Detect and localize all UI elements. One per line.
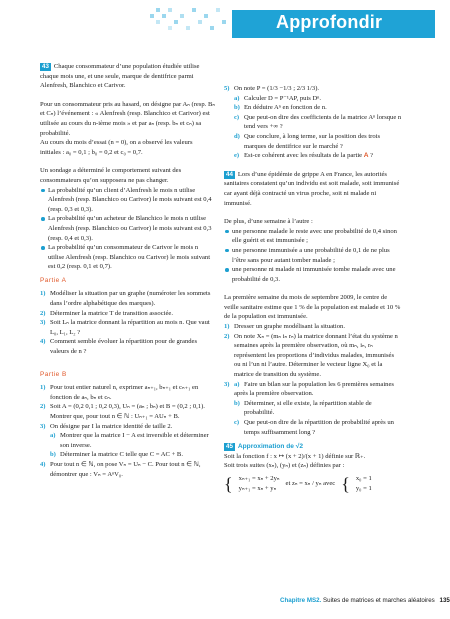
exercise-44-paragraph: La première semaine du mois de septembre 2009, le centre de veille sanitaire estime que 1 % de la population est malade et 10 % de la population est immunisée. bbox=[224, 294, 401, 321]
question-item: 2) Soit A = (0,2 0,1 ; 0,2 0,3), Uₙ = (aₙ ; bₙ) et B = (0,2 ; 0,1). Montrer que, pour tout n ∈ ℕ : Uₙ₊₁ = AUₙ + B. bbox=[40, 403, 205, 420]
sub-question: e) Est-ce cohérent avec les résultats de la partie A ? bbox=[234, 152, 374, 160]
question-item: 1) Dresser un graphe modélisant la situation. bbox=[224, 323, 345, 331]
recurrence-system: { xₙ₊₁ = xₙ + 2yₙ yₙ₊₁ = xₙ + yₙ et zₙ = xₙ / yₙ avec { x₀ = 1 y₀ = 1 bbox=[224, 473, 372, 494]
exercise-43-paragraph: Pour un consommateur pris au hasard, on désigne par Aₙ (resp. Bₙ et Cₙ) l’événement : « Alenfresh (resp. Blanchico et Carivor) est utilisée au cours du n-ième mois » et par aₙ (resp. bₙ et cₙ) sa probabilité. bbox=[40, 100, 216, 137]
exercise-44-intro: 44 Lors d’une épidémie de grippe A en France, les autorités sanitaires constatent qu’un individu est soit malade, soit immunisé car ayant déjà contracté un virus proche, soit ni malade ni immunisé. bbox=[224, 170, 400, 207]
exercise-45-line: Soit la fonction f : x ↦ (x + 2)/(x + 1) définie sur ℝ₊. bbox=[224, 452, 366, 460]
sub-question: a) Calculer D = P⁻¹AP, puis Dⁿ. bbox=[234, 94, 322, 102]
list-item: La probabilité qu’un acheteur de Blanchico le mois n utilise Alenfresh (resp. Blanchico ou Carivor) le mois suivant est 0,3 (resp. 0,4 et 0,3). bbox=[40, 214, 215, 243]
question-item: 2) Déterminer la matrice T de transition associée. bbox=[40, 309, 173, 317]
question-item: 4) Comment semble évoluer la répartition pour de grandes valeurs de n ? bbox=[40, 338, 198, 356]
page-banner bbox=[0, 0, 435, 44]
page-footer bbox=[280, 597, 450, 604]
list-item: une personne malade le reste avec une probabilité de 0,4 sinon elle guérit et est immunisée ; bbox=[224, 227, 402, 246]
left-column bbox=[40, 62, 215, 479]
list-item: une personne ni malade ni immunisée tombe malade avec une probabilité de 0,3. bbox=[224, 265, 402, 284]
question-item: 3) Soit Lₙ la matrice donnant la répartition au mois n. Que vaut L₀, L₁, L₂ ? bbox=[40, 319, 210, 336]
question-item: 1) Modéliser la situation par un graphe (numéroter les sommets dans l’ordre alphabétique des marques). bbox=[40, 290, 211, 308]
page-title: Approfondir bbox=[276, 12, 383, 32]
sub-question: b) Déterminer la matrice C telle que C = AC + B. bbox=[50, 451, 183, 459]
exercise-number-badge: 43 bbox=[42, 63, 49, 70]
part-b-heading: Partie B bbox=[40, 370, 67, 378]
exercise-45-heading: 45 Approximation de √2 bbox=[226, 443, 304, 451]
sub-question: a) Montrer que la matrice I − A est inversible et déterminer son inverse. bbox=[50, 432, 209, 449]
question-item: 5) On note P = (1/3 −1/3 ; 2/3 1/3). bbox=[224, 85, 320, 92]
sub-question: 3) a) Faire un bilan sur la population les 6 premières semaines après la première observation. bbox=[224, 380, 394, 398]
part-reference: A bbox=[363, 152, 369, 160]
page-number: 135 bbox=[439, 597, 450, 604]
list-item: La probabilité qu’un client d’Alenfresh le mois n utilise Alenfresh (resp. Blanchico ou Carivor) le mois suivant est 0,4 (resp. 0,3 et 0,3). bbox=[40, 186, 215, 215]
right-column bbox=[224, 84, 402, 493]
chapter-title: Suites de matrices et marches aléatoires bbox=[323, 597, 435, 604]
sub-question: d) Que conclure, à long terme, sur la position des trois marques de dentifrice sur le marché ? bbox=[234, 132, 381, 150]
chapter-label: Chapitre MS2. bbox=[280, 597, 322, 604]
exercise-45-line: Soit trois suites (xₙ), (yₙ) et (zₙ) définies par : bbox=[224, 462, 345, 470]
sub-question: c) Que peut-on dire de la répartition de probabilité après un temps suffisamment long ? bbox=[234, 419, 394, 436]
exercise-number-badge: 45 bbox=[226, 443, 233, 451]
part-a-heading: Partie A bbox=[40, 276, 67, 284]
exercise-43-paragraph: Au cours du mois d’essai (n = 0), on a observé les valeurs initiales : a₀ = 0,1 ; b₀ = 0,2 et c₀ = 0,7. bbox=[40, 139, 193, 156]
exercise-43-paragraph: Un sondage a déterminé le comportement suivant des consommateurs qu’on supposera ne pas changer. bbox=[40, 167, 182, 184]
question-item: 2) On note Xₙ = (mₙ iₙ rₙ) la matrice donnant l’état du système n semaines après la première observation, où mₙ, iₙ, rₙ représentent les proportions d’individus malades, immunisés ou ni l’un ni l’autre. Déterminer le vecteur ligne X₀ et la matrice de transition du système. bbox=[224, 332, 398, 379]
list-item: une personne immunisée a une probabilité de 0,1 de ne plus l’être sans pour autant tomber malade ; bbox=[224, 246, 402, 265]
question-item: 3) On désigne par I la matrice identité de taille 2. bbox=[40, 422, 173, 430]
exercise-number-badge: 44 bbox=[226, 170, 233, 178]
sub-question: b) En déduire Aⁿ en fonction de n. bbox=[234, 104, 327, 112]
question-item: 4) Pour tout n ∈ ℕ, on pose Vₙ = Uₙ − C. Pour tout n ∈ ℕ, démontrer que : Vₙ = AⁿV₀. bbox=[40, 460, 201, 478]
sub-question: b) Déterminer, si elle existe, la répartition stable de probabilité. bbox=[234, 399, 372, 417]
question-item: 1) Pour tout entier naturel n, exprimer aₙ₊₁, bₙ₊₁ et cₙ₊₁ en fonction de aₙ, bₙ et cₙ. bbox=[40, 384, 199, 401]
exercise-43-intro: 43 Chaque consommateur d’une population étudiée utilise chaque mois une, et une seule, marque de dentifrice parmi Alenfresh, Blanchico et Carivor. bbox=[40, 63, 200, 90]
sub-question: c) Que peut-on dire des coefficients de la matrice Aⁿ lorsque n tend vers +∞ ? bbox=[234, 113, 402, 131]
list-item: La probabilité qu’un consommateur de Carivor le mois n utilise Alenfresh (resp. Blanchico ou Carivor) le mois suivant est 0,2 (resp. 0,1 et 0,7). bbox=[40, 243, 215, 272]
exercise-44-paragraph: De plus, d’une semaine à l’autre : bbox=[224, 218, 313, 226]
